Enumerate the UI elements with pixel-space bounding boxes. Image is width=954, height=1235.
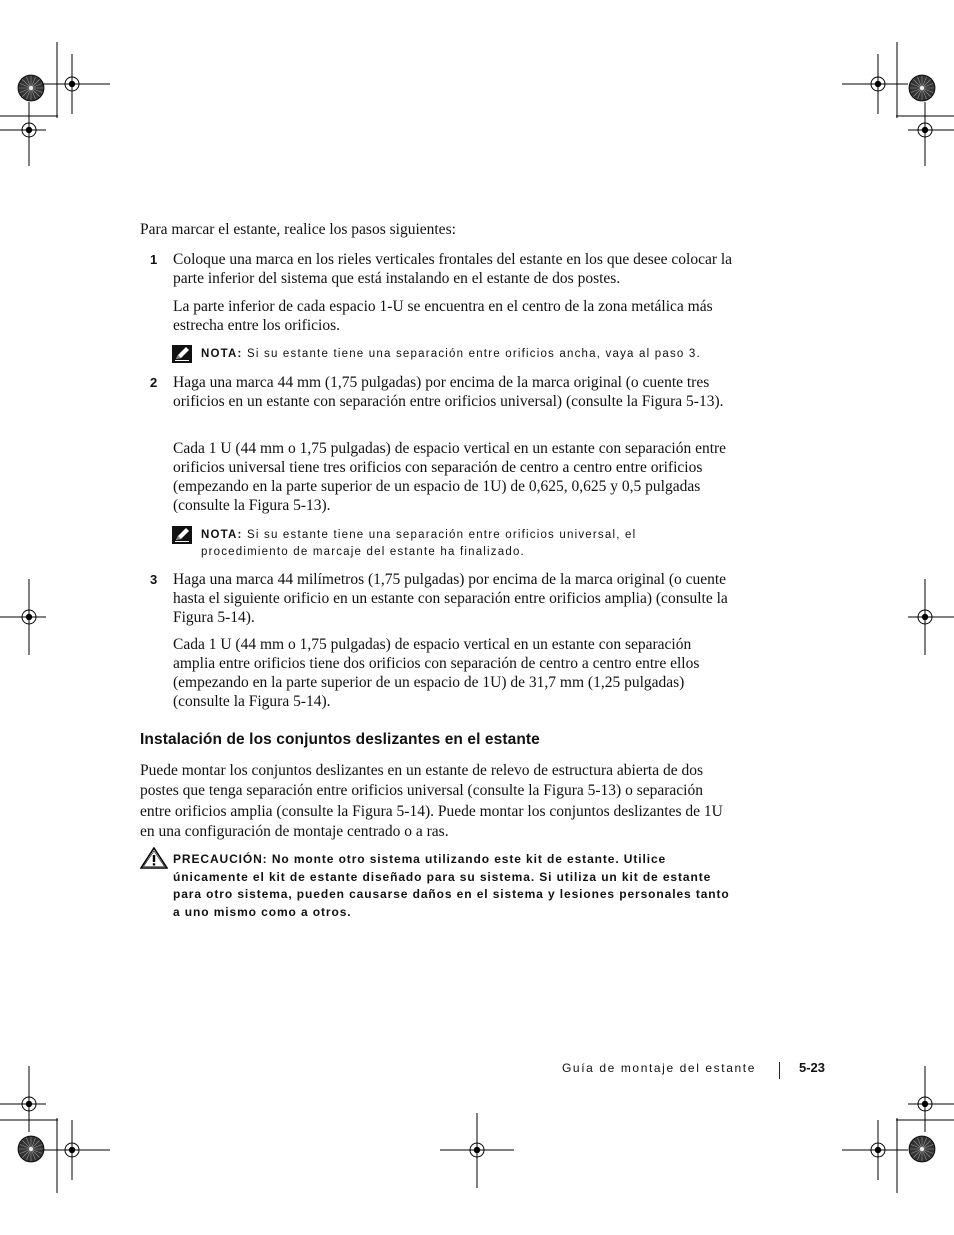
step-paragraph: Cada 1 U (44 mm o 1,75 pulgadas) de espacio vertical en un estante con separación amplia entre orificios tiene dos orificios con separación de centro a centro entre ellos (empezando en la parte superior de un espacio de 1U) de 31,7 mm (1,25 pulgadas) (consulte la Figura 5-14). [173,636,700,710]
note-text: Si su estante tiene una separación entre orificios ancha, vaya al paso 3. [246,348,701,360]
registration-rosette-icon [18,75,44,101]
step-paragraph: Cada 1 U (44 mm o 1,75 pulgadas) de espacio vertical en un estante con separación entre orificios universal tiene tres orificios con separación de centro a centro entre orificios (empezando en la parte superior de un espacio de 1U) de 0,625, 0,625 y 0,5 pulgadas (consulte la Figura 5-13). [173,440,727,514]
caution-label: PRECAUCIÓN: [173,852,268,866]
section-heading: Instalación de los conjuntos deslizantes en el estante [140,731,540,748]
step-paragraph: La parte inferior de cada espacio 1-U se encuentra en el centro de la zona metálica más estrecha entre los orificios. [173,298,713,334]
step-text: Coloque una marca en los rieles verticales frontales del estante en los que desee colocar la parte inferior del sistema que está instalando en el estante de dos postes. [173,251,733,287]
page-number: 5-23 [799,1060,826,1075]
step-text: Haga una marca 44 mm (1,75 pulgadas) por encima de la marca original (o cuente tres orificios en un estante con separación entre orificios universal) (consulte la Figura 5-13). [173,374,724,410]
footer-title: Guía de montaje del estante [562,1061,756,1075]
note-text: Si su estante tiene una separación entre orificios universal, el procedimiento de marcaje del estante ha finalizado. [201,529,637,558]
note-label: NOTA: [201,348,243,360]
step-text: Haga una marca 44 milímetros (1,75 pulgadas) por encima de la marca original (o cuente hasta el siguiente orificio en un estante con separación entre orificios amplia) (consulte la Figura 5-14). [173,571,728,626]
warning-triangle-icon [140,847,168,869]
note-label: NOTA: [201,529,243,541]
pencil-note-icon [172,345,192,363]
intro-paragraph: Para marcar el estante, realice los pasos siguientes: [140,221,456,238]
step-number: 1 [150,252,158,267]
registration-rosette-icon [909,1136,935,1162]
pencil-note-icon [172,526,192,544]
footer-divider [779,1062,780,1079]
step-number: 3 [150,572,158,587]
caution-text: No monte otro sistema utilizando este kit de estante. Utilice únicamente el kit de estante diseñado para su sistema. Si utiliza un kit de estante para otro sistema, pueden causarse daños en el sistema y lesiones personales tanto a uno mismo como a otros. [173,852,730,919]
section-paragraph: Puede montar los conjuntos deslizantes en un estante de relevo de estructura abierta de dos postes que tenga separación entre orificios universal (consulte la Figura 5-13) o separación entre orificios amplia (consulte la Figura 5-14). Puede montar los conjuntos deslizantes de 1U en una configuración de montaje centrado o a ras. [140,762,723,840]
step-number: 2 [150,375,158,390]
registration-rosette-icon [18,1136,44,1162]
registration-rosette-icon [909,75,935,101]
